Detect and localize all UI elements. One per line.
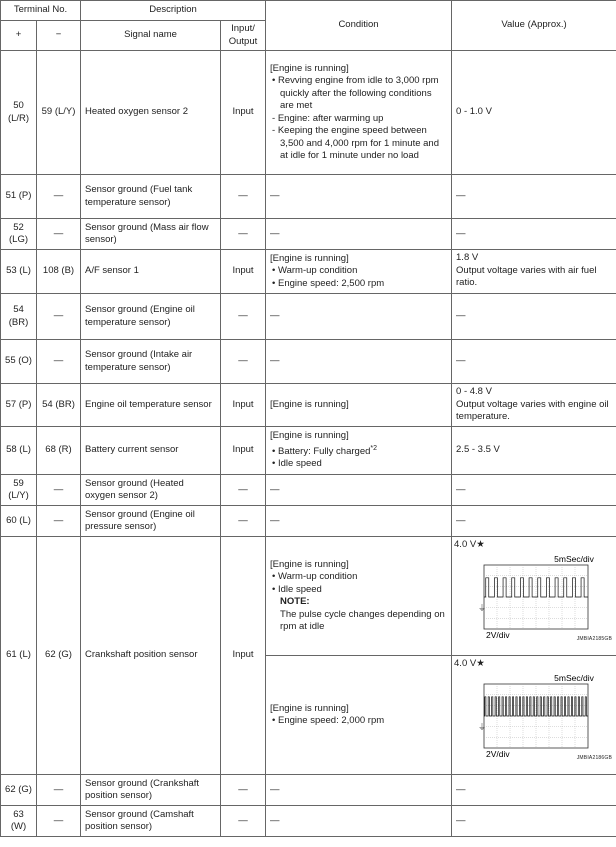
header-description: Description	[81, 1, 266, 21]
terminal-plus: 50 (L/R)	[1, 51, 37, 175]
signal-name: Heated oxygen sensor 2	[81, 51, 221, 175]
terminal-minus: —	[37, 775, 81, 806]
terminal-plus: 62 (G)	[1, 775, 37, 806]
terminal-minus: —	[37, 806, 81, 837]
table-row	[1, 384, 616, 427]
condition: —	[266, 806, 452, 837]
condition: —	[266, 219, 452, 250]
terminal-plus: 51 (P)	[1, 175, 37, 219]
terminal-minus: 54 (BR)	[37, 384, 81, 427]
signal-name: Sensor ground (Engine oil temperature sensor)	[81, 294, 221, 340]
input-output: Input	[221, 537, 266, 775]
value-scope-idle	[452, 537, 616, 656]
terminal-plus: 53 (L)	[1, 250, 37, 294]
terminal-plus: 55 (O)	[1, 340, 37, 384]
table-row	[1, 506, 616, 537]
terminal-minus: —	[37, 475, 81, 506]
header-terminal-no: Terminal No.	[1, 1, 81, 21]
value: —	[452, 775, 616, 806]
value: —	[452, 219, 616, 250]
input-output: —	[221, 506, 266, 537]
terminal-minus: 108 (B)	[37, 250, 81, 294]
table-row	[1, 51, 616, 175]
input-output: Input	[221, 250, 266, 294]
input-output: —	[221, 475, 266, 506]
input-output: —	[221, 775, 266, 806]
scope-value-label: 4.0 V★	[454, 658, 485, 669]
header-signal-name: Signal name	[81, 21, 221, 51]
ground-marker-icon: ⏚	[478, 603, 487, 613]
value: —	[452, 806, 616, 837]
header-condition: Condition	[266, 1, 452, 51]
signal-name: Engine oil temperature sensor	[81, 384, 221, 427]
terminal-plus: 61 (L)	[1, 537, 37, 775]
value: —	[452, 175, 616, 219]
value: —	[452, 506, 616, 537]
ground-marker-icon: ⏚	[478, 722, 487, 732]
oscilloscope-waveform	[474, 672, 602, 764]
value: —	[452, 340, 616, 384]
terminal-plus: 54 (BR)	[1, 294, 37, 340]
value: —	[452, 294, 616, 340]
input-output: —	[221, 340, 266, 384]
terminal-plus: 57 (P)	[1, 384, 37, 427]
scope-value-label: 4.0 V★	[454, 539, 485, 550]
terminal-minus: —	[37, 175, 81, 219]
signal-name: A/F sensor 1	[81, 250, 221, 294]
signal-name: Sensor ground (Crankshaft position sensor)	[81, 775, 221, 806]
table-row	[1, 175, 616, 219]
scope-vdiv: 2V/div	[486, 630, 510, 640]
header-plus: +	[1, 21, 37, 51]
terminal-plus: 52 (LG)	[1, 219, 37, 250]
input-output: —	[221, 294, 266, 340]
signal-name: Sensor ground (Engine oil pressure sensor)	[81, 506, 221, 537]
figure-code: JMBIA2186GB	[576, 754, 613, 761]
input-output: Input	[221, 384, 266, 427]
signal-name: Sensor ground (Mass air flow sensor)	[81, 219, 221, 250]
value: 1.8 V Output voltage varies with air fuel ratio.	[452, 250, 616, 294]
value: 0 - 1.0 V	[452, 51, 616, 175]
condition: —	[266, 475, 452, 506]
input-output: —	[221, 806, 266, 837]
signal-name: Sensor ground (Heated oxygen sensor 2)	[81, 475, 221, 506]
terminal-minus: —	[37, 506, 81, 537]
table-row	[1, 537, 616, 656]
signal-name: Sensor ground (Camshaft position sensor)	[81, 806, 221, 837]
scope-vdiv: 2V/div	[486, 749, 510, 759]
header-minus: −	[37, 21, 81, 51]
scope-timebase: 5mSec/div	[554, 673, 594, 683]
table-row	[1, 340, 616, 384]
signal-name: Crankshaft position sensor	[81, 537, 221, 775]
signal-name: Sensor ground (Intake air temperature sensor)	[81, 340, 221, 384]
table-row	[1, 806, 616, 837]
table-row	[1, 294, 616, 340]
condition: [Engine is running] • Engine speed: 2,000 rpm	[266, 656, 452, 775]
table-row	[1, 219, 616, 250]
signal-name: Battery current sensor	[81, 427, 221, 475]
terminal-plus: 63 (W)	[1, 806, 37, 837]
input-output: Input	[221, 427, 266, 475]
terminal-minus: —	[37, 340, 81, 384]
terminal-plus: 60 (L)	[1, 506, 37, 537]
terminal-minus: 62 (G)	[37, 537, 81, 775]
value: 0 - 4.8 V Output voltage varies with engine oil temperature.	[452, 384, 616, 427]
condition: [Engine is running] • Warm-up condition • Idle speed NOTE: The pulse cycle changes depending on rpm at idle	[266, 537, 452, 656]
table-row	[1, 475, 616, 506]
input-output: —	[221, 175, 266, 219]
terminal-minus: —	[37, 219, 81, 250]
condition: [Engine is running]	[266, 384, 452, 427]
header-input-output: Input/ Output	[221, 21, 266, 51]
terminal-minus: 59 (L/Y)	[37, 51, 81, 175]
table-row	[1, 250, 616, 294]
header-value: Value (Approx.)	[452, 1, 616, 51]
table-row	[1, 775, 616, 806]
value-scope-2000rpm	[452, 656, 616, 775]
input-output: —	[221, 219, 266, 250]
input-output: Input	[221, 51, 266, 175]
value: 2.5 - 3.5 V	[452, 427, 616, 475]
condition: —	[266, 506, 452, 537]
terminal-minus: 68 (R)	[37, 427, 81, 475]
signal-name: Sensor ground (Fuel tank temperature sensor)	[81, 175, 221, 219]
oscilloscope-waveform	[474, 553, 602, 645]
condition: [Engine is running] • Revving engine from idle to 3,000 rpm quickly after the following conditions are met - Engine: after warming up - Keeping the engine speed between 3,500 and 4,000 rpm for 1 minute and at idle for 1 minute under no load	[266, 51, 452, 175]
table-row	[1, 427, 616, 475]
condition: —	[266, 294, 452, 340]
value: —	[452, 475, 616, 506]
figure-code: JMBIA2185GB	[576, 635, 613, 642]
condition: —	[266, 775, 452, 806]
condition: [Engine is running] • Warm-up condition • Engine speed: 2,500 rpm	[266, 250, 452, 294]
terminal-plus: 59 (L/Y)	[1, 475, 37, 506]
condition: —	[266, 340, 452, 384]
condition: [Engine is running] • Battery: Fully charged$^{*2}$ • Idle speed	[266, 427, 452, 475]
terminal-minus: —	[37, 294, 81, 340]
condition: —	[266, 175, 452, 219]
terminal-plus: 58 (L)	[1, 427, 37, 475]
scope-timebase: 5mSec/div	[554, 554, 594, 564]
